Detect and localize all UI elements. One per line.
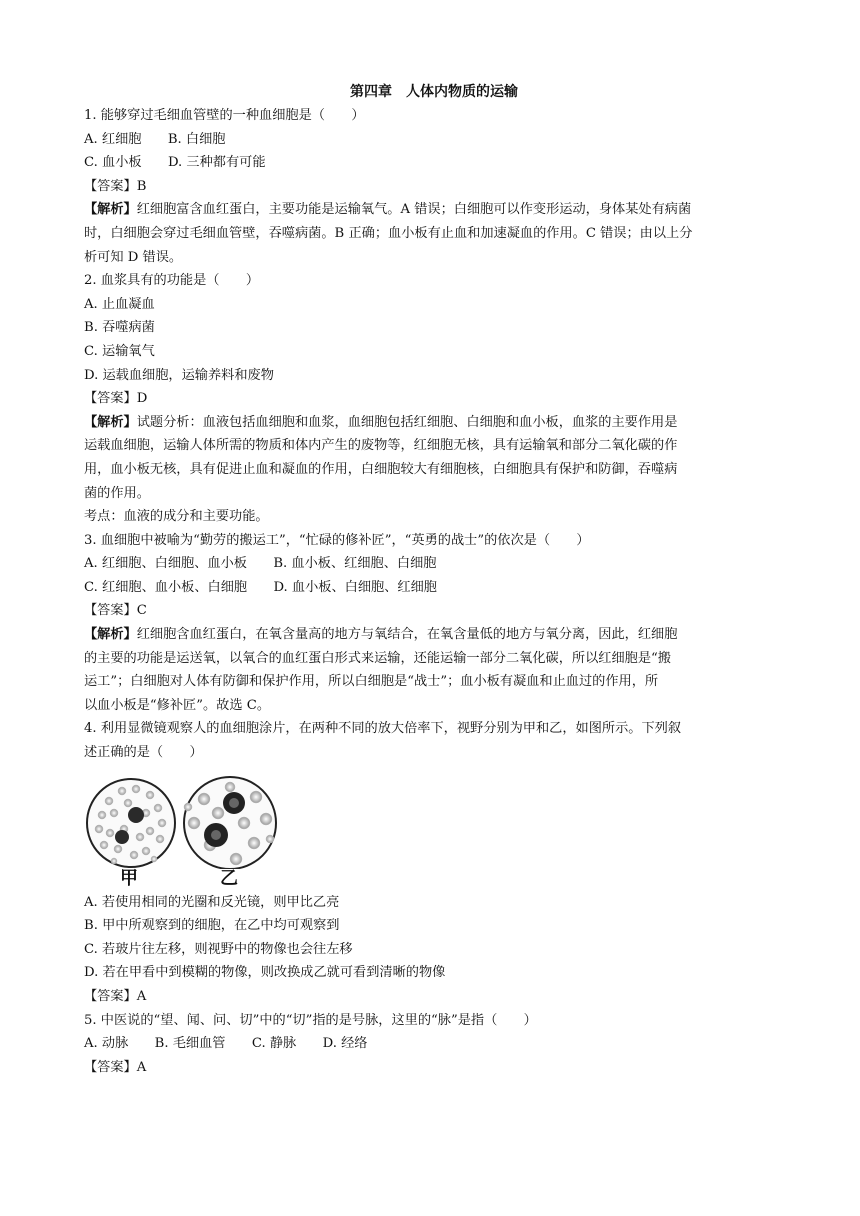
analysis-tag: 【解析】 [84,414,137,430]
analysis-line: 【解析】红细胞含血红蛋白，在氧含量高的地方与氧结合，在氧含量低的地方与氧分离，因此，红细胞 [84,627,678,643]
analysis-line: 以血小板是“修补匠”。故选 C。 [84,697,271,713]
question-3 [84,529,784,718]
question-stem: 述正确的是（ ） [84,745,203,761]
option-row: A. 动脉 B. 毛细血管 C. 静脉 D. 经络 [84,1036,368,1052]
question-stem: 2. 血浆具有的功能是（ ） [84,273,260,289]
question-1 [84,104,784,269]
question-5 [84,1009,784,1080]
answer: 【答案】C [84,603,147,619]
option-row: C. 血小板 D. 三种都有可能 [84,155,266,171]
question-2 [84,269,784,529]
option-row: A. 止血凝血 [84,296,155,312]
answer: 【答案】A [84,989,147,1004]
option-row: D. 若在甲看中到模糊的物像，则改换成乙就可看到清晰的物像 [84,965,446,981]
option-row: C. 运输氧气 [84,343,155,359]
answer: 【答案】D [84,391,148,407]
question-stem: 4. 利用显微镜观察人的血细胞涂片，在两种不同的放大倍率下，视野分别为甲和乙，如图所示。下列叙 [84,721,682,737]
question-4 [84,717,784,1008]
analysis-tag: 【解析】 [84,202,137,218]
option-row: A. 若使用相同的光圈和反光镜，则甲比乙亮 [84,894,340,910]
option-row: B. 甲中所观察到的细胞，在乙中均可观察到 [84,918,340,934]
analysis-line: 菌的作用。 [84,485,150,501]
field-yi [184,777,276,869]
exam-point-note: 考点：血液的成分和主要功能。 [84,509,269,525]
question-stem: 3. 血细胞中被喻为“勤劳的搬运工”，“忙碌的修补匠”，“英勇的战士”的依次是（ ） [84,532,590,548]
field-jia [87,779,175,867]
analysis-line: 析可知 D 错误。 [84,249,183,265]
option-row: A. 红细胞 B. 白细胞 [84,131,226,147]
document-page [84,80,784,1079]
question-stem: 5. 中医说的“望、闻、问、切”中的“切”指的是号脉，这里的“脉”是指（ ） [84,1012,537,1028]
analysis-line: 【解析】试题分析：血液包括血细胞和血浆，血细胞包括红细胞、白细胞和血小板，血浆的主要作用是 [84,414,678,430]
option-row: A. 红细胞、白细胞、血小板 B. 血小板、红细胞、白细胞 [84,556,437,572]
answer: 【答案】B [84,178,147,194]
answer: 【答案】A [84,1059,147,1075]
analysis-line: 的主要的功能是运送氧，以氧合的血红蛋白形式来运输，还能运输一部分二氧化碳，所以红细胞是“搬 [84,650,671,666]
microscope-figure [84,773,284,891]
analysis-line: 用，血小板无核，具有促进止血和凝血的作用，白细胞较大有细胞核，白细胞具有保护和防御，吞噬病 [84,461,678,477]
option-row: C. 若玻片往左移，则视野中的物像也会往左移 [84,941,353,957]
question-stem: 1. 能够穿过毛细血管壁的一种血细胞是（ ） [84,108,365,123]
analysis-tag: 【解析】 [84,627,137,643]
figure-label-jia: 甲 [120,867,138,889]
chapter-title: 第四章 人体内物质的运输 [350,84,518,100]
option-row: C. 红细胞、血小板、白细胞 D. 血小板、白细胞、红细胞 [84,579,437,595]
analysis-line: 【解析】红细胞富含血红蛋白，主要功能是运输氧气。A 错误；白细胞可以作变形运动，身体某处有病菌 [84,202,692,218]
figure-label-yi: 乙 [220,867,238,889]
option-row: D. 运载血细胞，运输养料和废物 [84,367,274,383]
analysis-line: 运载血细胞，运输人体所需的物质和体内产生的废物等，红细胞无核，具有运输氧和部分二氧化碳的作 [84,438,678,454]
microscope-fields-image [84,773,284,869]
option-row: B. 吞噬病菌 [84,320,155,336]
analysis-line: 运工”；白细胞对人体有防御和保护作用，所以白细胞是“战士”；血小板有凝血和止血过的作用，所 [84,674,659,690]
analysis-line: 时，白细胞会穿过毛细血管壁，吞噬病菌。B 正确；血小板有止血和加速凝血的作用。C 错误；由以上分 [84,225,693,241]
